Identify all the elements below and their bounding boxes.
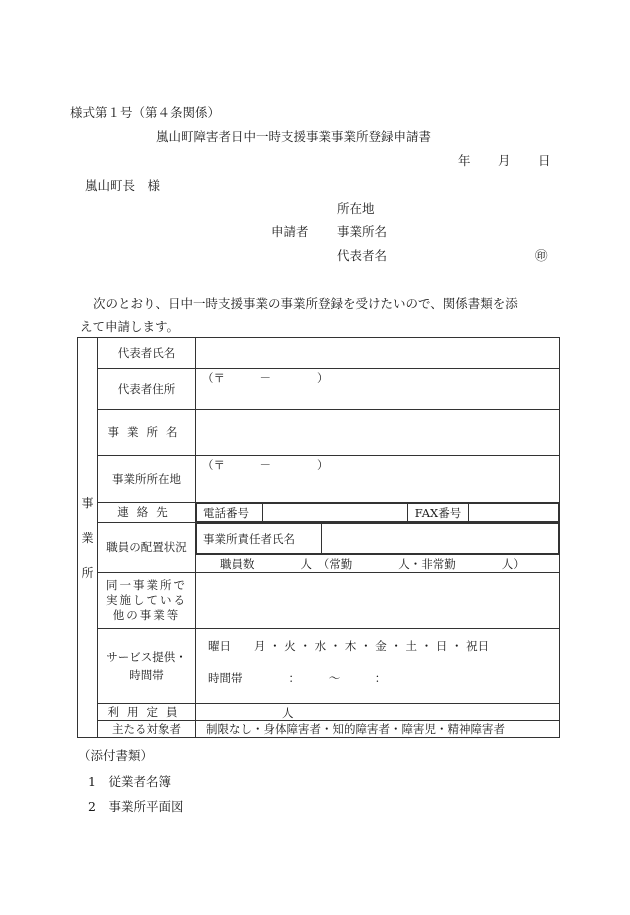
attachment-item: 1 従業者名簿 [88, 774, 171, 789]
intro-line-2: えて申請します。 [80, 319, 180, 334]
phone-field[interactable] [263, 504, 408, 522]
applicant-location-label: 所在地 [337, 201, 375, 216]
manager-row [196, 523, 560, 555]
office-location-label: 事業所所在地 [98, 456, 196, 503]
weekdays-row: 曜日 月 ・ 火 ・ 水 ・ 木 ・ 金 ・ 土 ・ 日 ・ 祝日 [208, 639, 490, 653]
service-hours-label [98, 629, 196, 704]
addressee: 嵐山町長 様 [85, 178, 161, 193]
staffing-label: 職員の配置状況 [98, 523, 196, 573]
service-label-line: サービス提供・ [106, 650, 187, 664]
side-char: 事 [81, 496, 94, 510]
target-options: 制限なし・身体障害者・知的障害者・障害児・精神障害者 [196, 721, 560, 738]
applicant-representative-label: 代表者名 [337, 248, 388, 263]
postal-prefix: （〒 － ） [202, 458, 329, 472]
application-table [77, 337, 560, 738]
form-number: 様式第１号（第４条関係） [70, 105, 221, 120]
office-name-field[interactable] [196, 410, 560, 456]
intro-line-1: 次のとおり、日中一時支援事業の事業所登録を受けたいので、関係書類を添 [93, 296, 518, 311]
time-slot-row: 時間帯 ： ～ ： [208, 671, 387, 685]
side-char: 業 [81, 531, 94, 545]
office-name-label: 事業所名 [98, 410, 196, 456]
date-year: 年 [458, 153, 471, 168]
attachment-item: 2 事業所平面図 [88, 799, 184, 814]
rep-address-label: 代表者住所 [98, 369, 196, 410]
other-business-line: 他の事業等 [112, 608, 181, 622]
capacity-unit: 人 [282, 706, 294, 720]
rep-name-label: 代表者氏名 [98, 338, 196, 369]
service-label-line: 時間帯 [129, 668, 164, 682]
target-label: 主たる対象者 [98, 721, 196, 738]
office-side-label [78, 338, 98, 738]
applicant-label: 申請者 [271, 224, 309, 239]
postal-prefix: （〒 － ） [202, 371, 329, 385]
capacity-field[interactable] [196, 704, 560, 721]
rep-address-field[interactable] [196, 369, 560, 410]
manager-label: 事業所責任者氏名 [197, 524, 322, 554]
phone-label: 電話番号 [197, 504, 263, 522]
capacity-label: 利用定員 [98, 704, 196, 721]
date-day: 日 [538, 153, 551, 168]
other-business-line: 実施している [106, 593, 187, 607]
manager-field[interactable] [322, 524, 559, 554]
seal-mark: ㊞ [535, 248, 548, 263]
fax-label: FAX番号 [408, 504, 469, 522]
office-location-field[interactable] [196, 456, 560, 503]
page-title: 嵐山町障害者日中一時支援事業事業所登録申請書 [156, 129, 432, 144]
contact-row [196, 503, 560, 523]
service-hours-field[interactable] [196, 629, 560, 704]
attachments-label: （添付書類） [78, 748, 154, 763]
date-month: 月 [498, 153, 511, 168]
side-char: 所 [81, 566, 94, 580]
rep-name-field[interactable] [196, 338, 560, 369]
contact-label: 連絡先 [98, 503, 196, 523]
staff-count: 職員数 人 （常勤 人・非常勤 人） [196, 555, 560, 573]
applicant-office-label: 事業所名 [337, 224, 388, 239]
other-business-field[interactable] [196, 573, 560, 629]
other-business-label [98, 573, 196, 629]
other-business-line: 同一事業所で [106, 578, 187, 592]
fax-field[interactable] [469, 504, 559, 522]
